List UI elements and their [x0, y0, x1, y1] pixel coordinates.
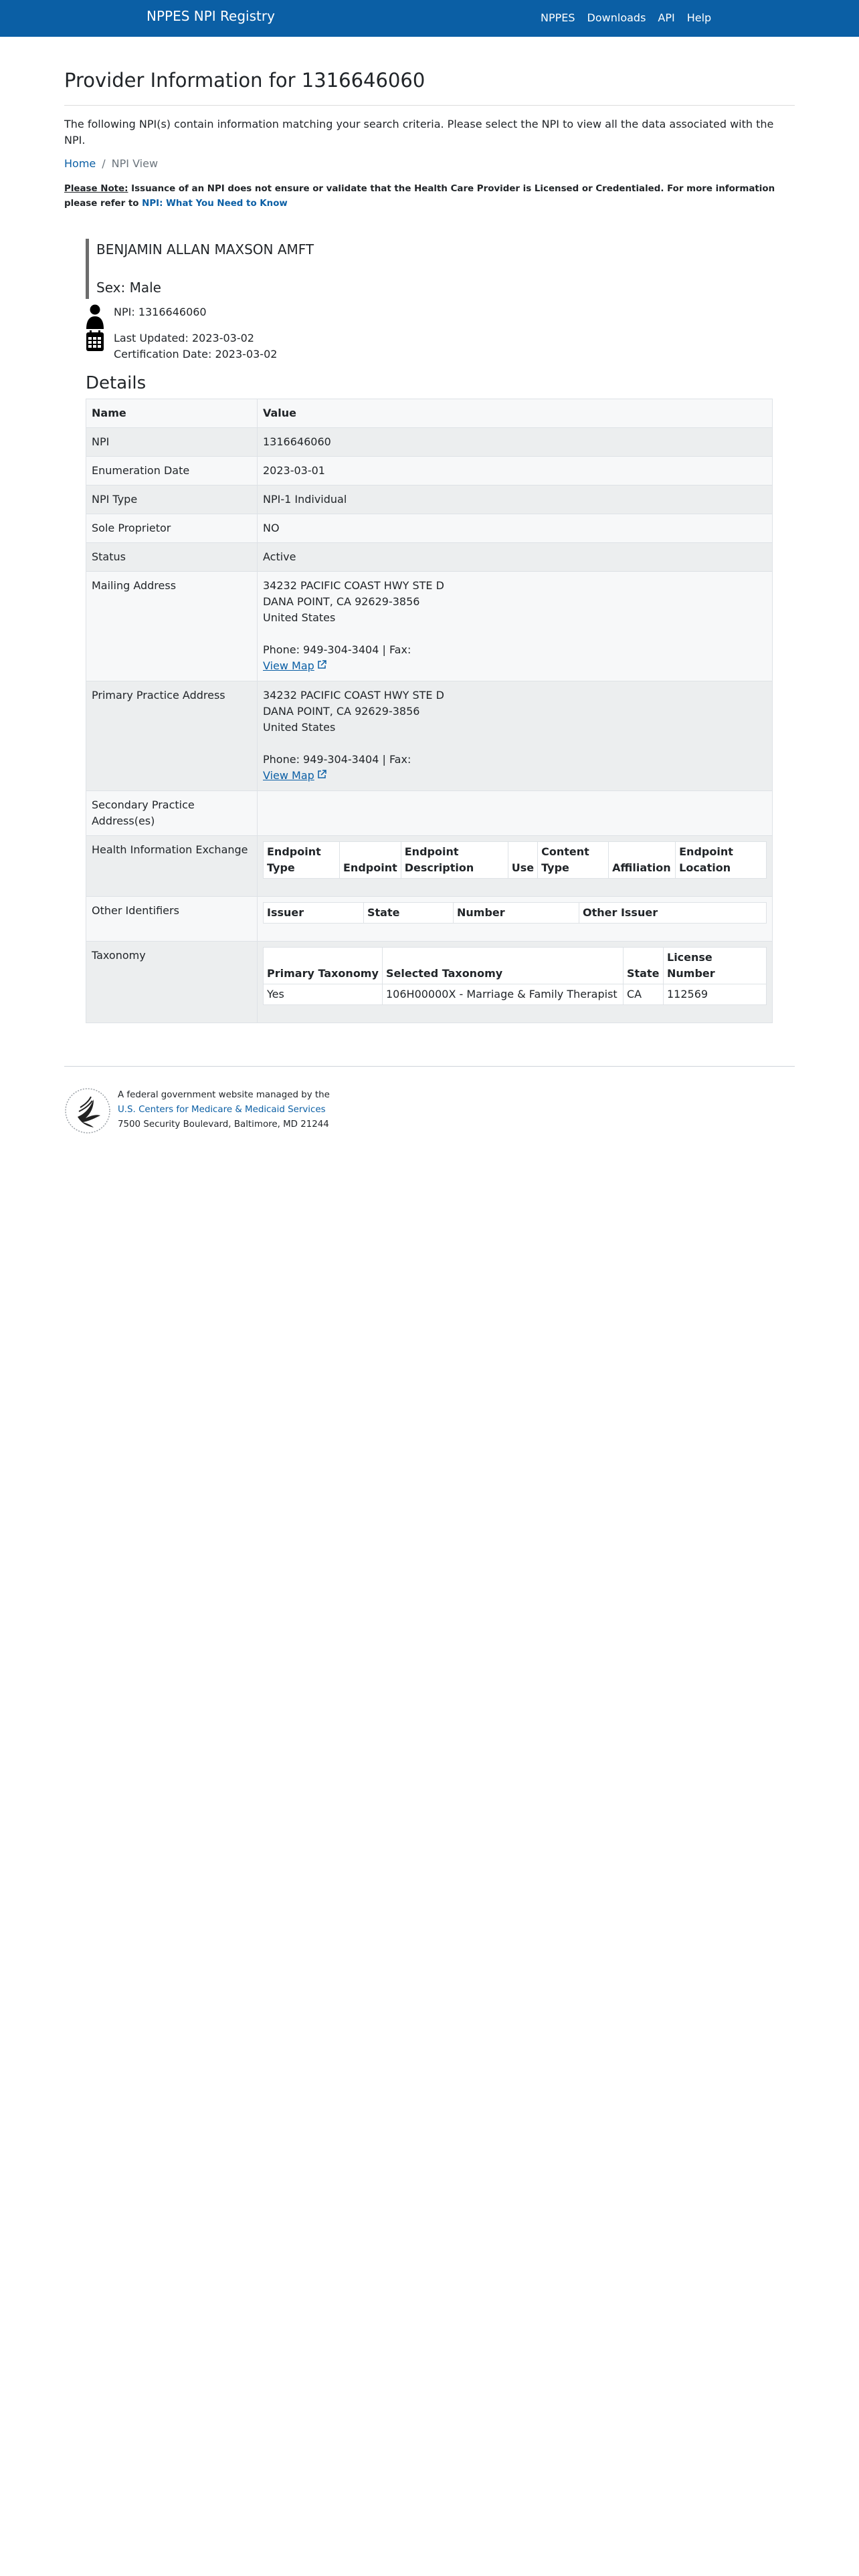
footer: [64, 1087, 795, 1134]
other-identifiers-value: [258, 896, 773, 941]
provider-name: BENJAMIN ALLAN MAXSON AMFT: [96, 241, 314, 257]
footer-line1: A federal government website managed by the: [118, 1089, 330, 1100]
table-row: [86, 681, 773, 790]
hie-col-endpoint-location: Endpoint Location: [676, 841, 767, 878]
practice-view-map-link[interactable]: View Map: [263, 768, 314, 782]
nav-nppes[interactable]: NPPES: [541, 11, 575, 24]
practice-phone: Phone: 949-304-3404 | Fax:: [263, 752, 411, 766]
practice-map-row: [263, 768, 767, 784]
practice-address-line1: 34232 PACIFIC COAST HWY STE D: [263, 688, 444, 702]
hie-col-endpoint-description: Endpoint Description: [401, 841, 508, 878]
external-link-icon: [317, 658, 326, 674]
hie-header-row: [264, 841, 767, 878]
mailing-view-map-link[interactable]: View Map: [263, 659, 314, 672]
nav-help[interactable]: Help: [686, 11, 712, 24]
row-label-enumeration-date: Enumeration Date: [86, 456, 258, 485]
hie-table: [263, 841, 767, 879]
mailing-map-row: [263, 658, 767, 675]
taxonomy-row: [264, 984, 767, 1004]
other-identifiers-table: [263, 902, 767, 924]
header-value: Value: [258, 399, 773, 427]
top-navbar: [0, 0, 859, 37]
tax-col-primary: Primary Taxonomy: [264, 947, 383, 984]
mailing-address-line2: DANA POINT, CA 92629-3856: [263, 595, 420, 608]
row-label-other-identifiers: Other Identifiers: [86, 896, 258, 941]
mailing-address-line1: 34232 PACIFIC COAST HWY STE D: [263, 578, 444, 592]
table-row: [86, 896, 773, 941]
person-icon: [86, 304, 111, 330]
oi-col-number: Number: [454, 902, 579, 923]
provider-meta: [86, 304, 795, 362]
table-row: [86, 571, 773, 681]
npi-row: [86, 304, 795, 330]
hie-col-content-type: Content Type: [538, 841, 609, 878]
other-identifiers-header-row: [264, 902, 767, 923]
row-value-npi-type: NPI-1 Individual: [258, 485, 773, 514]
spacer: [263, 626, 767, 642]
practice-address-line2: DANA POINT, CA 92629-3856: [263, 704, 420, 718]
hhs-eagle-logo-icon: [64, 1087, 111, 1134]
row-value-npi: 1316646060: [258, 427, 773, 456]
table-row: [86, 835, 773, 896]
certification-date: Certification Date: 2023-03-02: [114, 347, 278, 360]
tax-col-selected: Selected Taxonomy: [383, 947, 624, 984]
provider-sex: Sex: Male: [96, 279, 161, 296]
hie-col-affiliation: Affiliation: [609, 841, 676, 878]
header-name: Name: [86, 399, 258, 427]
primary-practice-value: [258, 681, 773, 790]
provider-npi: NPI: 1316646060: [114, 305, 207, 318]
dates-text: [111, 330, 277, 362]
nav-api[interactable]: API: [658, 11, 675, 24]
external-link-icon: [317, 768, 326, 784]
tax-selected-value: 106H00000X - Marriage & Family Therapist: [383, 984, 624, 1004]
main-nav: [541, 11, 723, 24]
breadcrumb-separator: /: [102, 156, 106, 170]
mailing-address-value: [258, 571, 773, 681]
note-text: Issuance of an NPI does not ensure or validate that the Health Care Provider is Licensed or Credentialed. For more information please refer to: [64, 183, 775, 209]
dates-row: [86, 330, 795, 362]
row-label-hie: Health Information Exchange: [86, 835, 258, 896]
spacer: [263, 736, 767, 752]
row-value-sole-proprietor: NO: [258, 514, 773, 542]
table-row: [86, 427, 773, 456]
footer-address: 7500 Security Boulevard, Baltimore, MD 21244: [118, 1119, 329, 1130]
hie-col-use: Use: [508, 841, 537, 878]
row-value-status: Active: [258, 542, 773, 571]
taxonomy-table: [263, 947, 767, 1005]
row-label-mailing-address: Mailing Address: [86, 571, 258, 681]
oi-col-state: State: [364, 902, 454, 923]
row-value-secondary-practice: [258, 790, 773, 835]
practice-address-line3: United States: [263, 720, 336, 734]
footer-divider: [64, 1066, 795, 1067]
breadcrumb-current: NPI View: [111, 156, 159, 170]
table-header-row: [86, 399, 773, 427]
cms-link[interactable]: U.S. Centers for Medicare & Medicaid Services: [118, 1104, 326, 1115]
oi-col-other-issuer: Other Issuer: [579, 902, 767, 923]
oi-col-issuer: Issuer: [264, 902, 364, 923]
nav-downloads[interactable]: Downloads: [587, 11, 646, 24]
tax-col-state: State: [624, 947, 664, 984]
breadcrumb-home[interactable]: Home: [64, 156, 96, 170]
intro-text: The following NPI(s) contain information matching your search criteria. Please select the NPI to view all the data associated with the NPI.: [64, 117, 774, 146]
row-label-status: Status: [86, 542, 258, 571]
footer-text: [118, 1087, 330, 1134]
row-label-npi: NPI: [86, 427, 258, 456]
hie-col-endpoint: Endpoint: [340, 841, 401, 878]
table-row: [86, 456, 773, 485]
hie-value: [258, 835, 773, 896]
taxonomy-value: [258, 941, 773, 1023]
table-row: [86, 514, 773, 542]
note-label: Please Note:: [64, 183, 128, 194]
mailing-address-line3: United States: [263, 611, 336, 624]
row-label-taxonomy: Taxonomy: [86, 941, 258, 1023]
tax-primary-value: Yes: [264, 984, 383, 1004]
page-title: Provider Information for 1316646060: [64, 69, 425, 92]
row-label-npi-type: NPI Type: [86, 485, 258, 514]
table-row: [86, 790, 773, 835]
row-label-sole-proprietor: Sole Proprietor: [86, 514, 258, 542]
table-row: [86, 542, 773, 571]
table-row: [86, 485, 773, 514]
calendar-icon: [86, 330, 111, 352]
taxonomy-header-row: [264, 947, 767, 984]
tax-license-value: 112569: [664, 984, 767, 1004]
details-heading: Details: [86, 372, 147, 393]
hie-col-endpoint-type: Endpoint Type: [264, 841, 340, 878]
breadcrumb: [64, 157, 795, 170]
provider-card: [86, 239, 795, 299]
row-value-enumeration-date: 2023-03-01: [258, 456, 773, 485]
row-label-primary-practice: Primary Practice Address: [86, 681, 258, 790]
tax-col-license: License Number: [664, 947, 767, 984]
brand-link[interactable]: NPPES NPI Registry: [147, 8, 275, 24]
npi-info-link[interactable]: NPI: What You Need to Know: [142, 198, 288, 209]
tax-state-value: CA: [624, 984, 664, 1004]
last-updated: Last Updated: 2023-03-02: [114, 331, 254, 344]
mailing-phone: Phone: 949-304-3404 | Fax:: [263, 643, 411, 656]
licensing-note: [64, 182, 795, 211]
details-table: [86, 399, 773, 1023]
row-label-secondary-practice: Secondary Practice Address(es): [86, 790, 258, 835]
table-row: [86, 941, 773, 1023]
title-divider: [64, 105, 795, 106]
main-content: [64, 37, 795, 1134]
